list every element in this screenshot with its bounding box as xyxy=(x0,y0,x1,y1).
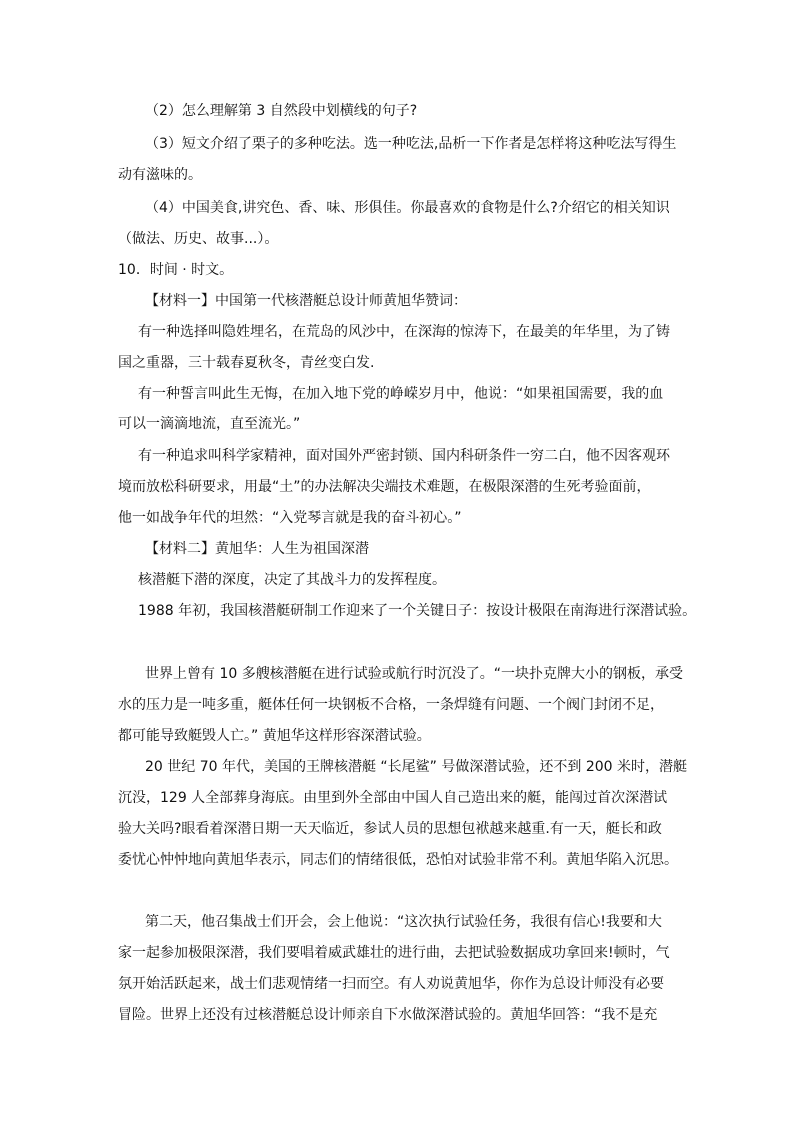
paragraph-3-line-2: 境而放松科研要求，用最“土”的办法解决尖端技术难题，在极限深潜的生死考验面前， xyxy=(118,479,651,495)
paragraph-8-line-1: 第二天，他召集战士们开会，会上他说：“这次执行试验任务，我很有信心!我要和大 xyxy=(145,914,662,930)
paragraph-1-line-1: 有一种选择叫隐姓埋名，在荒岛的风沙中，在深海的惊涛下，在最美的年华里，为了铸 xyxy=(138,324,670,340)
paragraph-2-line-1: 有一种誓言叫此生无悔，在加入地下党的峥嵘岁月中，他说：“如果祖国需要，我的血 xyxy=(138,386,664,402)
paragraph-6-line-1: 世界上曾有 10 多艘核潜艇在进行试验或航行时沉没了。“一块扑克牌大小的钢板，承受 xyxy=(145,666,683,682)
question-3-line-1: （3）短文介绍了栗子的多种吃法。选一种吃法,品析一下作者是怎样将这种吃法写得生 xyxy=(145,136,677,152)
question-4-line-1: （4）中国美食,讲究色、香、味、形俱佳。你最喜欢的食物是什么?介绍它的相关知识 xyxy=(145,200,670,216)
paragraph-8-line-2: 家一起参加极限深潜，我们要唱着威武雄壮的进行曲，去把试验数据成功拿回来!顿时，气 xyxy=(118,945,670,961)
paragraph-4: 核潜艇下潜的深度，决定了其战斗力的发挥程度。 xyxy=(138,572,446,588)
paragraph-6-line-2: 水的压力是一吨多重，艇体任何一块钢板不合格，一条焊缝有问题、一个阀门封闭不足， xyxy=(118,697,664,713)
material-2-title: 【材料二】黄旭华：人生为祖国深潜 xyxy=(145,541,369,557)
paragraph-7-line-3: 验大关吗?眼看着深潜日期一天天临近，参试人员的思想包袱越来越重.有一天，艇长和政 xyxy=(118,821,662,837)
paragraph-5: 1988 年初，我国核潜艇研制工作迎来了一个关键日子：按设计极限在南海进行深潜试验。 xyxy=(138,603,697,619)
question-2: （2）怎么理解第 3 自然段中划横线的句子? xyxy=(145,103,418,119)
paragraph-8-line-3: 氛开始活跃起来，战士们悲观情绪一扫而空。有人劝说黄旭华，你作为总设计师没有必要 xyxy=(118,976,664,992)
paragraph-1-line-2: 国之重器，三十载春夏秋冬，青丝变白发. xyxy=(118,355,375,371)
paragraph-7-line-4: 委忧心忡忡地向黄旭华表示，同志们的情绪很低，恐怕对试验非常不利。黄旭华陷入沉思。 xyxy=(118,852,678,868)
paragraph-2-line-2: 可以一滴滴地流，直至流光。” xyxy=(118,416,301,432)
paragraph-8-line-4: 冒险。世界上还没有过核潜艇总设计师亲自下水做深潜试验的。黄旭华回答：“我不是充 xyxy=(118,1007,658,1023)
paragraph-3-line-1: 有一种追求叫科学家精神，面对国外严密封锁、国内科研条件一穷二白，他不因客观环 xyxy=(138,448,670,464)
paragraph-7-line-1: 20 世纪 70 年代，美国的王牌核潜艇 “长尾鲨” 号做深潜试验，还不到 200 米时，潜艇 xyxy=(145,759,688,775)
paragraph-6-line-3: 都可能导致艇毁人亡。” 黄旭华这样形容深潜试验。 xyxy=(118,728,431,744)
paragraph-3-line-3: 他一如战争年代的坦然：“入党琴言就是我的奋斗初心。” xyxy=(118,510,462,526)
question-4-line-2: （做法、历史、故事...）。 xyxy=(118,231,279,247)
paragraph-7-line-2: 沉没，129 人全部葬身海底。由里到外全部由中国人自己造出来的艇，能闯过首次深潜试 xyxy=(118,790,668,806)
section-10-heading: 10．时间 · 时文。 xyxy=(118,262,234,278)
question-3-line-2: 动有滋味的。 xyxy=(118,167,202,183)
material-1-title: 【材料一】中国第一代核潜艇总设计师黄旭华赞词： xyxy=(145,293,467,309)
